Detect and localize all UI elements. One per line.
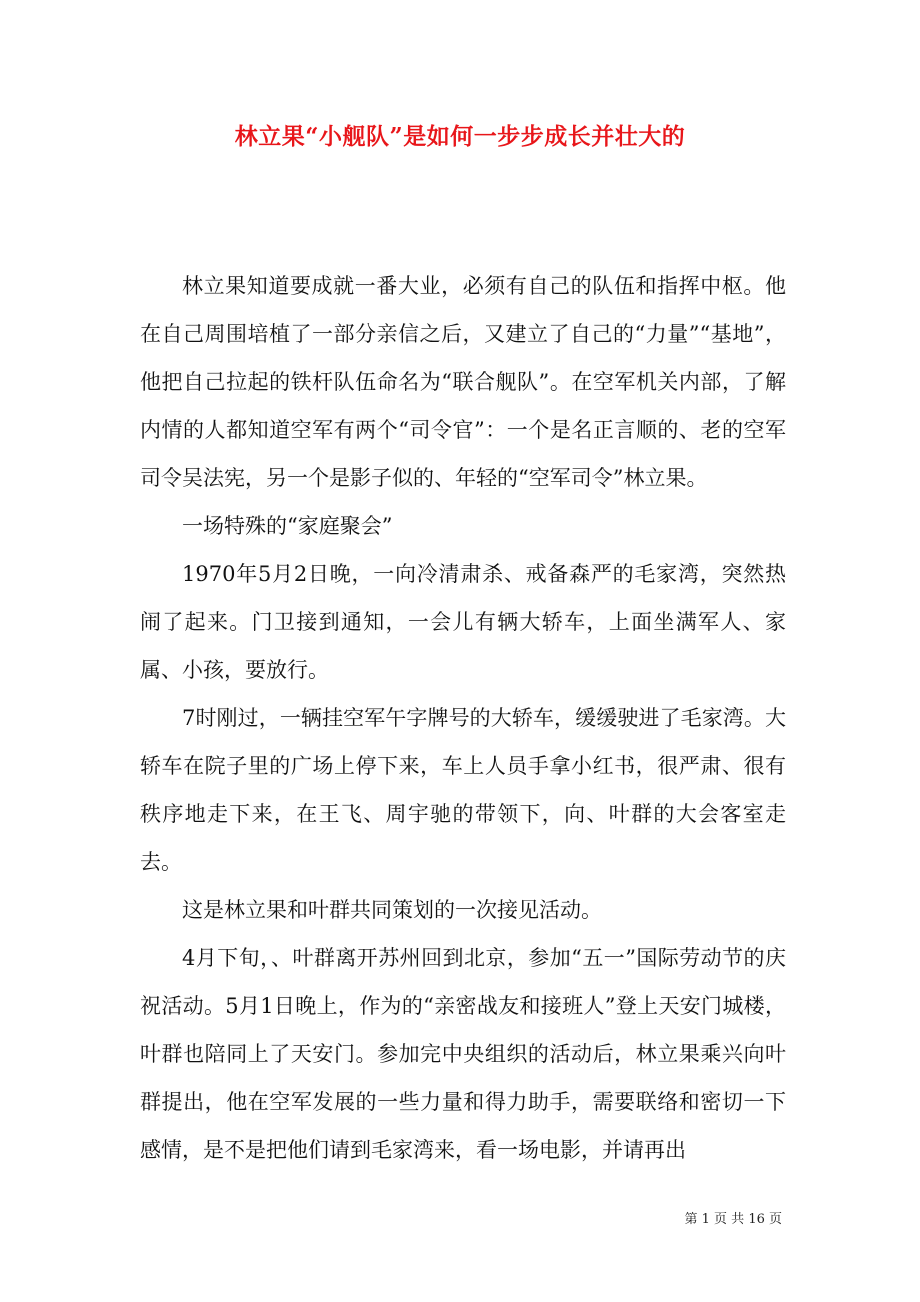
document-body bbox=[140, 262, 786, 1174]
section-heading: 一场特殊的“家庭聚会” bbox=[182, 514, 393, 538]
paragraph-bus-arrival: 7时刚过，一辆挂空军午字牌号的大轿车，缓缓驶进了毛家湾。大轿车在院子里的广场上停下来，车上人员手拿小红书，很严肃、很有秩序地走下来，在王飞、周宇驰的带领下，向、叶群的大会客室走去。 bbox=[140, 706, 786, 874]
page-number: 第 1 页 共 16 页 bbox=[684, 1212, 782, 1227]
paragraph-late-april: 4月下旬，、叶群离开苏州回到北京，参加“五一”国际劳动节的庆祝活动。5月1日晚上，作为的“亲密战友和接班人”登上天安门城楼，叶群也陪同上了天安门。参加完中央组织的活动后，林立果乘兴向叶群提出，他在空军发展的一些力量和得力助手，需要联络和密切一下感情，是不是把他们请到毛家湾来，看一场电影，并请再出 bbox=[140, 946, 786, 1162]
paragraph-reception-plan: 这是林立果和叶群共同策划的一次接见活动。 bbox=[182, 898, 602, 922]
document-title: 林立果“小舰队”是如何一步步成长并壮大的 bbox=[234, 123, 686, 150]
paragraph-may-2-evening: 1970年5月2日晚，一向冷清肃杀、戒备森严的毛家湾，突然热闹了起来。门卫接到通知，一会儿有辆大轿车，上面坐满军人、家属、小孩，要放行。 bbox=[140, 562, 786, 682]
paragraph-intro: 林立果知道要成就一番大业，必须有自己的队伍和指挥中枢。他在自己周围培植了一部分亲信之后，又建立了自己的“力量”“基地”，他把自己拉起的铁杆队伍命名为“联合舰队”。在空军机关内部，了解内情的人都知道空军有两个“司令官”：一个是名正言顺的、老的空军司令吴法宪，另一个是影子似的、年轻的“空军司令”林立果。 bbox=[140, 274, 786, 490]
